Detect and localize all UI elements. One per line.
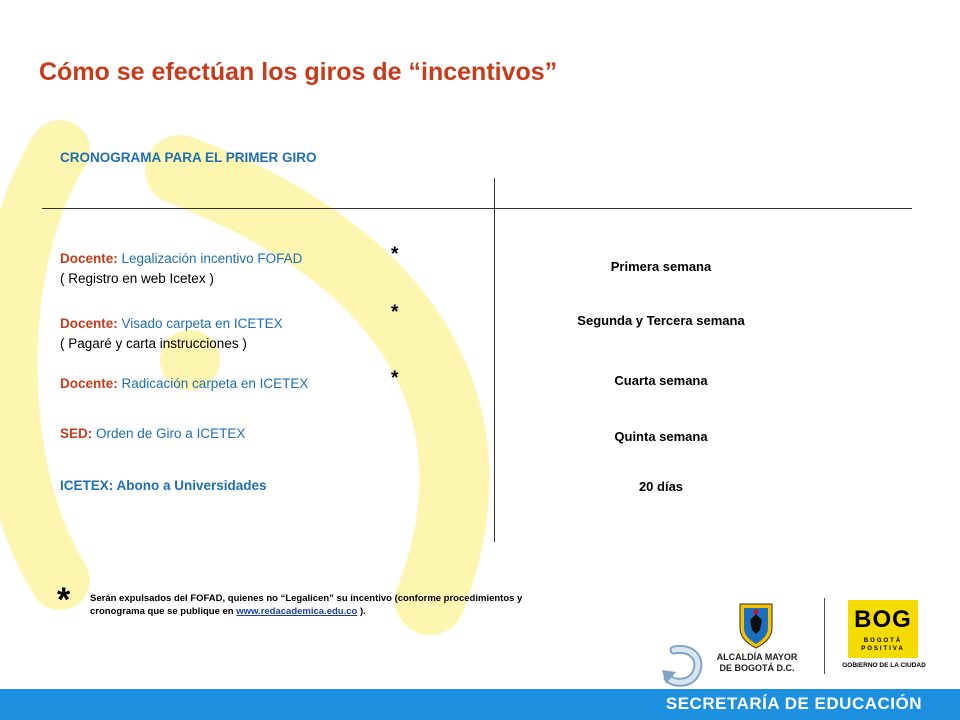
table-divider-horizontal (42, 208, 912, 209)
row-actor: Docente (60, 251, 114, 266)
schedule-row-task (60, 374, 308, 394)
schedule-heading: CRONOGRAMA PARA EL PRIMER GIRO (60, 150, 317, 165)
row-marker: * (391, 368, 399, 389)
schedule-row-task (60, 314, 283, 354)
gobierno-label: GOBIERNO DE LA CIUDAD (842, 662, 926, 669)
footnote-text (90, 592, 610, 618)
schedule-row-task (60, 249, 302, 289)
schedule-row-task (60, 476, 267, 496)
row-task: Abono a Universidades (116, 478, 267, 493)
footnote-line2-prefix: cronograma que se publique en (90, 606, 237, 617)
row-actor: SED (60, 426, 88, 441)
row-task: Visado carpeta en ICETEX (121, 316, 283, 331)
row-timing: Cuarta semana (614, 373, 708, 388)
footer-bar-text: SECRETARÍA DE EDUCACIÓN (665, 694, 922, 713)
row-timing: Segunda y Tercera semana (577, 313, 745, 328)
row-task: Orden de Giro a ICETEX (96, 426, 246, 441)
schedule-row-task (60, 424, 245, 444)
bog-sub-line1: BOGOTÁ (863, 638, 903, 644)
row-colon: : (113, 316, 122, 331)
row-actor: Docente (60, 376, 114, 391)
logo-divider (824, 598, 825, 674)
row-detail: ( Pagaré y carta instrucciones ) (60, 336, 247, 351)
row-task: Radicación carpeta en ICETEX (121, 376, 309, 391)
alcaldia-line1: ALCALDÍA MAYOR (716, 652, 798, 662)
row-marker: * (391, 244, 399, 265)
footnote-marker: * (57, 581, 71, 619)
row-colon: : (87, 426, 97, 441)
bog-sub-line2: POSITIVA (861, 646, 905, 652)
alcaldia-line2: DE BOGOTÁ D.C. (719, 663, 795, 673)
footnote-line1: Serán expulsados del FOFAD, quienes no “Legalicen” su incentivo (conforme procedimientos y (90, 593, 523, 604)
row-colon: : (108, 478, 117, 493)
table-divider-vertical (494, 178, 495, 542)
alcaldia-logo-text (712, 652, 802, 674)
row-actor: ICETEX (60, 478, 109, 493)
row-colon: : (113, 376, 122, 391)
row-colon: : (113, 251, 122, 266)
return-arrow-icon[interactable] (660, 640, 708, 688)
row-task: Legalización incentivo FOFAD (121, 251, 303, 266)
row-timing: Quinta semana (614, 429, 708, 444)
footer-bar (0, 689, 960, 720)
page-title: Cómo se efectúan los giros de “incentivos” (39, 58, 558, 86)
row-detail: ( Registro en web Icetex ) (60, 271, 214, 286)
footnote-line2-suffix: ). (357, 606, 366, 617)
row-marker: * (391, 302, 399, 323)
coat-of-arms-icon (736, 600, 776, 650)
row-timing: 20 días (638, 479, 684, 494)
row-actor: Docente (60, 316, 114, 331)
row-timing: Primera semana (610, 259, 712, 274)
footnote-link[interactable]: www.redacademica.edu.co (236, 606, 358, 617)
bog-logo-subtext (848, 637, 918, 653)
bog-logo-text: BOG (854, 606, 912, 633)
